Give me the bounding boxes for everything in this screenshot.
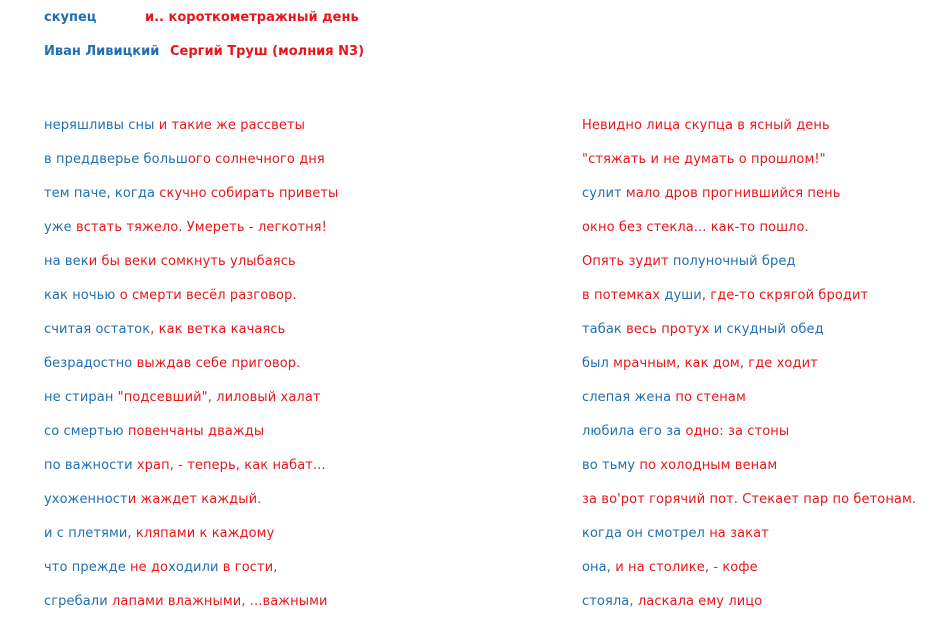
right-verse-line bbox=[582, 119, 916, 153]
left-verse-line-segment: и бы веки сомкнуть улыбаясь bbox=[88, 254, 296, 269]
left-verse-line-segment: лапами влажными, ...важными bbox=[112, 594, 328, 609]
right-verse-line bbox=[582, 221, 916, 255]
right-verse-line bbox=[582, 459, 916, 493]
left-verse-line-segment: и такие же рассветы bbox=[158, 118, 306, 133]
left-verse-line-segment: безрадостно bbox=[44, 356, 137, 371]
right-verse-line bbox=[582, 357, 916, 391]
left-verse-line bbox=[44, 357, 338, 391]
left-verse-line bbox=[44, 187, 338, 221]
right-verse-line-segment: окно без стекла... как-то пошло. bbox=[582, 220, 809, 235]
left-verse-line-segment: и жаждет каждый. bbox=[127, 492, 262, 507]
right-verse-line bbox=[582, 425, 916, 459]
left-verse-line bbox=[44, 391, 338, 425]
poem-right-column bbox=[582, 119, 916, 629]
left-verse-line bbox=[44, 255, 338, 289]
left-verse-line-segment: , кляпами к каждому bbox=[127, 526, 275, 541]
right-verse-line-segment: во тьму bbox=[582, 458, 640, 473]
left-verse-line-segment: о смерти весёл разговор. bbox=[119, 288, 297, 303]
right-verse-line-segment: , где-то скрягой бродит bbox=[701, 288, 869, 303]
left-verse-line bbox=[44, 561, 338, 595]
right-verse-line-segment: стояла, bbox=[582, 594, 638, 609]
left-verse-line-segment: встать тяжело. Умереть - легкотня! bbox=[75, 220, 327, 235]
left-verse-line-segment: в преддверье больш bbox=[44, 152, 188, 167]
right-verse-line-segment: табак bbox=[582, 322, 627, 337]
left-verse-line bbox=[44, 595, 338, 629]
left-verse-line-segment: ухоженност bbox=[44, 492, 128, 507]
right-verse-line-segment: "стяжать и не думать о прошлом!" bbox=[582, 152, 826, 167]
left-verse-line bbox=[44, 119, 338, 153]
left-verse-line bbox=[44, 425, 338, 459]
right-verse-line-segment: весь протух bbox=[626, 322, 714, 337]
left-verse-line-segment: ого солнечного дня bbox=[187, 152, 325, 167]
left-verse-line-segment: уже bbox=[44, 220, 76, 235]
right-verse-line-segment: по холодным венам bbox=[639, 458, 778, 473]
left-verse-line-segment: , как ветка качаясь bbox=[150, 322, 286, 337]
right-verse-line-segment: одно: за стоны bbox=[685, 424, 790, 439]
left-verse-line-segment: не до bbox=[130, 560, 169, 575]
right-verse-line-segment: был bbox=[582, 356, 614, 371]
poem-title-left: скупец bbox=[44, 10, 97, 25]
left-verse-line-segment: сгребали bbox=[44, 594, 113, 609]
left-verse-line-segment: "подсевший", лиловый халат bbox=[117, 390, 321, 405]
left-verse-line bbox=[44, 527, 338, 561]
left-verse-line-segment: что прежде bbox=[44, 560, 131, 575]
left-verse-line-segment: и с плетями bbox=[44, 526, 128, 541]
left-verse-line-segment: со смертью bbox=[44, 424, 128, 439]
left-verse-line-segment: как ночью bbox=[44, 288, 120, 303]
right-verse-line-segment: на закат bbox=[709, 526, 769, 541]
left-verse-line bbox=[44, 289, 338, 323]
right-verse-line-segment: мало дров прогнившийся пень bbox=[625, 186, 841, 201]
right-verse-line-segment: кофе bbox=[722, 560, 758, 575]
right-verse-line-segment: по стенам bbox=[675, 390, 746, 405]
right-verse-line-segment: ласкала ему лицо bbox=[637, 594, 763, 609]
author-left: Иван Ливицкий bbox=[44, 44, 160, 59]
left-verse-line-segment: повенчаны дважды bbox=[127, 424, 265, 439]
left-verse-line-segment: неряшливы сны bbox=[44, 118, 159, 133]
right-verse-line bbox=[582, 153, 916, 187]
right-verse-line-segment: души bbox=[664, 288, 702, 303]
right-verse-line-segment: мрачным, как дом, где ходит bbox=[613, 356, 818, 371]
left-verse-line-segment: считая остаток bbox=[44, 322, 151, 337]
left-verse-line bbox=[44, 153, 338, 187]
left-verse-line-segment: скучно собирать приветы bbox=[159, 186, 339, 201]
right-verse-line bbox=[582, 391, 916, 425]
right-verse-line-segment: она, bbox=[582, 560, 616, 575]
left-verse-line-segment: ходили bbox=[168, 560, 223, 575]
left-verse-line-segment: выждав себе приговор. bbox=[136, 356, 301, 371]
left-verse-line bbox=[44, 493, 338, 527]
right-verse-line-segment: любила его за bbox=[582, 424, 686, 439]
right-verse-line bbox=[582, 289, 916, 323]
right-verse-line bbox=[582, 595, 916, 629]
right-verse-line bbox=[582, 561, 916, 595]
right-verse-line-segment: в потемках bbox=[582, 288, 665, 303]
right-verse-line-segment: и на столике, bbox=[615, 560, 714, 575]
right-verse-line-segment: сулит bbox=[582, 186, 626, 201]
right-verse-line bbox=[582, 255, 916, 289]
left-verse-line bbox=[44, 459, 338, 493]
poem-title-right: и.. короткометражный день bbox=[145, 10, 359, 25]
left-verse-line-segment: в гости, bbox=[222, 560, 278, 575]
right-verse-line-segment: когда он смотрел bbox=[582, 526, 710, 541]
poem-left-column bbox=[44, 119, 338, 629]
left-verse-line-segment: храп, - теперь, как набат... bbox=[136, 458, 326, 473]
left-verse-line-segment: по важности bbox=[44, 458, 137, 473]
right-verse-line-segment: Невидно лица скупца в ясный день bbox=[582, 118, 830, 133]
left-verse-line-segment: не стиран bbox=[44, 390, 118, 405]
left-verse-line-segment: тем паче, когда bbox=[44, 186, 160, 201]
right-verse-line bbox=[582, 323, 916, 357]
right-verse-line-segment: - bbox=[713, 560, 723, 575]
left-verse-line bbox=[44, 221, 338, 255]
right-verse-line-segment: слепая жена bbox=[582, 390, 676, 405]
right-verse-line-segment: Опять зудит bbox=[582, 254, 673, 269]
left-verse-line-segment: на век bbox=[44, 254, 89, 269]
right-verse-line bbox=[582, 493, 916, 527]
right-verse-line bbox=[582, 187, 916, 221]
author-right: Сергий Труш (молния N3) bbox=[170, 44, 365, 59]
left-verse-line bbox=[44, 323, 338, 357]
right-verse-line bbox=[582, 527, 916, 561]
right-verse-line-segment: и скудный обед bbox=[713, 322, 824, 337]
right-verse-line-segment: за во'рот горячий пот. Стекает пар по бетонам. bbox=[582, 492, 917, 507]
right-verse-line-segment: полуночный бред bbox=[672, 254, 796, 269]
